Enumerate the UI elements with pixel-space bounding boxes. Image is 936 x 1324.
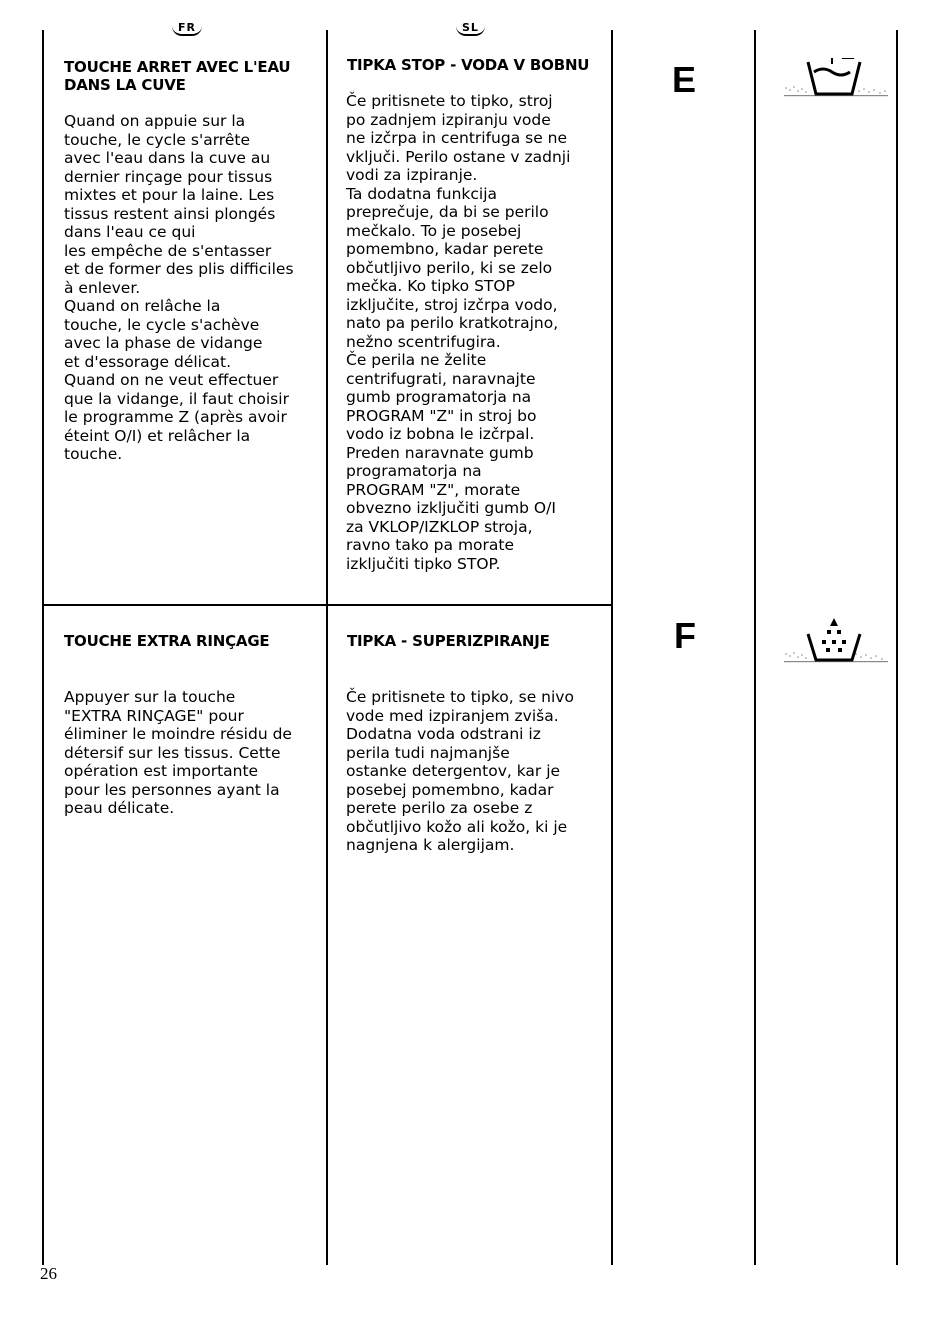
row-divider — [42, 604, 612, 606]
fr-body-extra-rinse: Appuyer sur la touche "EXTRA RINÇAGE" pour éliminer le moindre résidu de détersif sur les tissus. Cette opération est importante pour les personnes ayant la peau délicate. — [64, 688, 292, 817]
sl-body-superrinse: Če pritisnete to tipko, se nivo vode med izpiranjem zviša. Dodatna voda odstrani iz perila tudi najmanjše ostanke detergentov, kar je posebej pomembno, kadar perete perilo za osebe z občutljivo kožo ali kožo, ki je nagnjena k alergijam. — [346, 688, 574, 854]
fr-body-stop: Quand on appuie sur la touche, le cycle s'arrête avec l'eau dans la cuve au dernier rinçage pour tissus mixtes et pour la laine. Les tissus restent ainsi plongés dans l'eau ce qui les empêche de s'entasser et de former des plis difficiles à enlever. Quand on relâche la touche, le cycle s'achève avec la phase de vidange et d'essorage délicat. Quand on ne veut effectuer que la vidange, il faut choisir le programme Z (après avoir éteint O/I) et relâcher la touche. — [64, 112, 294, 463]
rinse-hold-icon — [780, 58, 892, 106]
fr-heading-extra-rinse: TOUCHE EXTRA RINÇAGE — [64, 632, 270, 650]
lang-mark-sl: SL — [456, 22, 485, 36]
label-e: E — [672, 59, 697, 100]
sl-heading-stop: TIPKA STOP - VODA V BOBNU — [347, 56, 590, 74]
column-divider-right — [896, 30, 898, 1265]
column-divider-label-symbol — [754, 30, 756, 1265]
sl-body-stop: Če pritisnete to tipko, stroj po zadnjem izpiranju vode ne izčrpa in centrifuga se ne vključi. Perilo ostane v zadnji vodi za izpiranje. Ta dodatna funkcija preprečuje, da bi se perilo mečkalo. To je posebej pomembno, kadar perete občutljivo perilo, ki se zelo mečka. Ko tipko STOP izključite, stroj izčrpa vodo, nato pa perilo kratkotrajno, nežno scentrifugira. Če perila ne želite centrifugrati, naravnajte gumb programatorja na PROGRAM "Z" in stroj bo vodo iz bobna le izčrpal. Preden naravnate gumb programatorja na PROGRAM "Z", morate obvezno izključiti gumb O/I za VKLOP/IZKLOP stroja, ravno tako pa morate izključiti tipko STOP. — [346, 92, 571, 573]
column-divider-fr-sl — [326, 30, 328, 1265]
sl-heading-superrinse: TIPKA - SUPERIZPIRANJE — [347, 632, 550, 650]
extra-rinse-icon — [780, 614, 892, 672]
lang-mark-fr: FR — [172, 22, 202, 36]
fr-heading-stop: TOUCHE ARRET AVEC L'EAU DANS LA CUVE — [64, 58, 291, 94]
page-number: 26 — [40, 1264, 57, 1283]
column-divider-sl-label — [611, 30, 613, 1265]
column-divider-left — [42, 30, 44, 1265]
label-f: F — [674, 615, 696, 656]
